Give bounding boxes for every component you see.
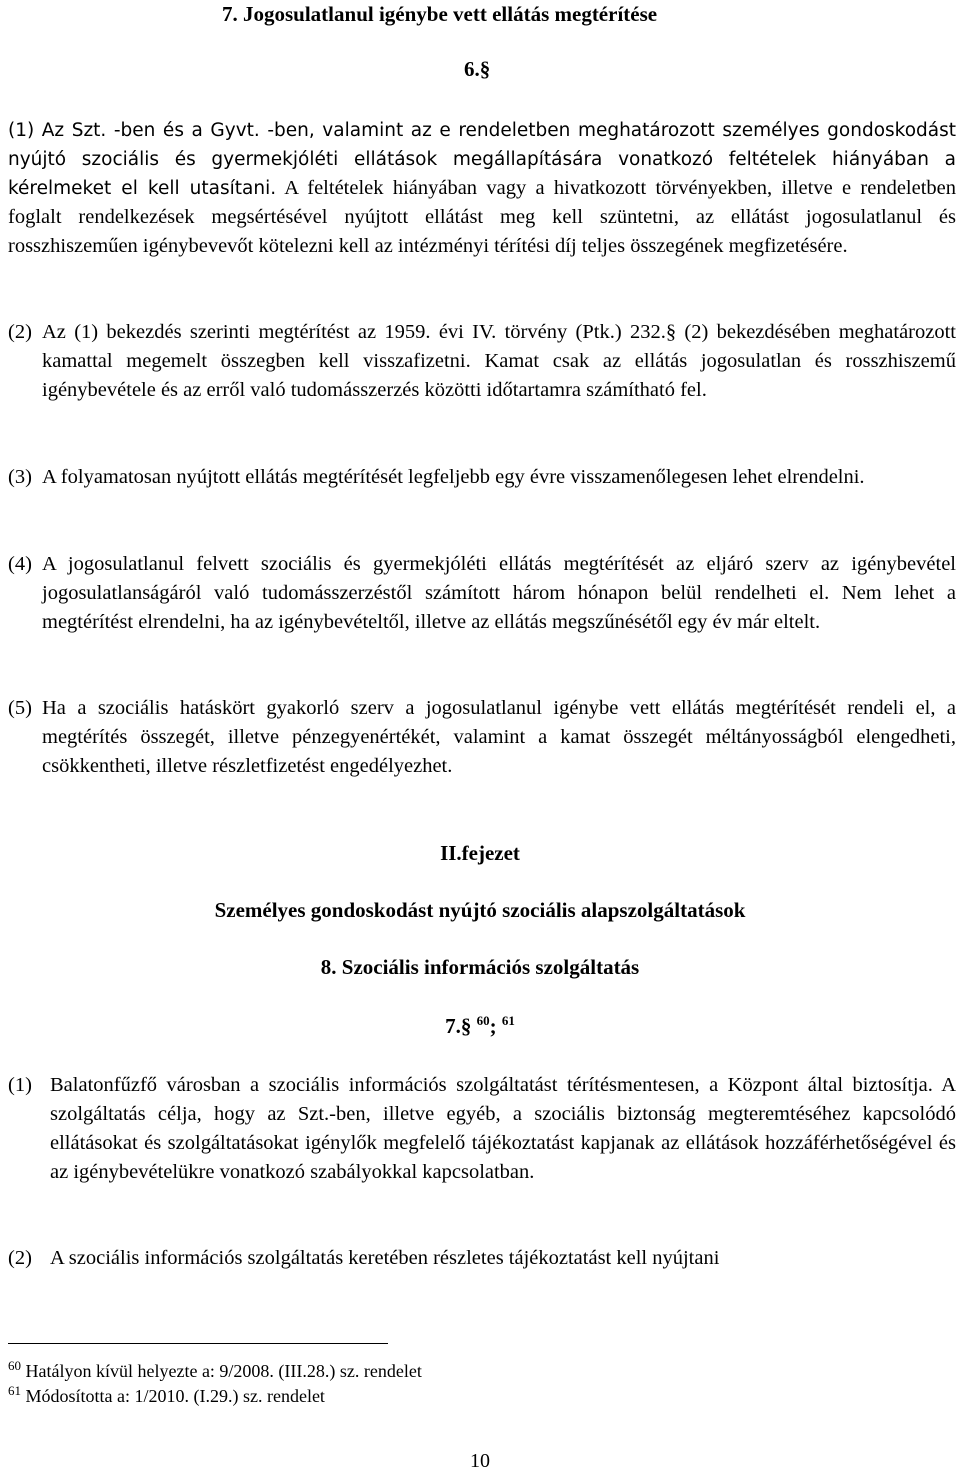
paragraph-6-4-text: A jogosulatlanul felvett szociális és gyermekjóléti ellátás megtérítését az eljáró szerv az igénybevétel jogosulatlanságáról való tudomásszerzéstől számított három hónapon belül rendelheti el. Nem lehet a megtérítést elrendelni, ha az igénybevételtől, illetve az ellátás megszűnésétől egy év már eltelt.	[42, 553, 956, 633]
paragraph-6-3	[8, 463, 956, 492]
paragraph-7-2-label: (2)	[8, 1247, 32, 1269]
footnote-61-number: 61	[8, 1383, 21, 1398]
section-8-title: 8. Szociális információs szolgáltatás	[320, 955, 640, 979]
chapter-subtitle: Személyes gondoskodást nyújtó szociális alapszolgáltatások	[214, 898, 746, 922]
footnote-60	[8, 1360, 422, 1382]
paragraph-6-number: 6.§	[464, 57, 491, 81]
paragraph-6-2-body	[42, 318, 956, 405]
page-number: 10	[470, 1450, 490, 1472]
chapter-title: II.fejezet	[440, 841, 520, 865]
footnote-ref-separator: ;	[489, 1014, 497, 1038]
paragraph-7-number-text: 7.§	[445, 1014, 472, 1038]
footnote-divider	[8, 1343, 388, 1344]
footnote-61	[8, 1385, 325, 1407]
paragraph-6-3-text: A folyamatosan nyújtott ellátás megtérítését legfeljebb egy évre visszamenőlegesen lehet elrendelni.	[42, 466, 865, 488]
paragraph-6-1	[8, 116, 956, 261]
paragraph-6-2-text-a: Az (1) bekezdés szerinti megtérítést az 1959. évi IV. törvény (Ptk.) 232.§ (2) bekezdésében meghatározott kamattal megemelt összegben kell visszafizetni.	[42, 321, 956, 372]
paragraph-6-4	[8, 550, 956, 637]
paragraph-6-5	[8, 694, 956, 781]
footnote-60-number: 60	[8, 1358, 21, 1373]
paragraph-6-2-label: (2)	[8, 321, 32, 343]
footnote-ref-60[interactable]: 60	[476, 1013, 490, 1028]
footnote-60-text: Hatályon kívül helyezte a: 9/2008. (III.28.) sz. rendelet	[25, 1361, 422, 1381]
paragraph-6-3-label: (3)	[8, 466, 32, 488]
paragraph-6-5-text: Ha a szociális hatáskört gyakorló szerv a jogosulatlanul igénybe vett ellátás megtérítését rendeli el, a megtérítés összegét, illetve pénzegyenértékét, valamint a kamat összegét méltányosságból elengedheti, csökkentheti, illetve részletfizetést engedélyezhet.	[42, 697, 956, 777]
paragraph-7-1	[8, 1071, 956, 1187]
paragraph-6-2	[8, 318, 956, 405]
paragraph-6-1-continuation: A feltételek hiányában vagy a hivatkozott törvényekben, illetve e rendeletben foglalt rendelkezések megsértésével nyújtott ellátást meg kell szüntetni, az ellátást jogosulatlanul és rosszhiszeműen igénybevevőt kötelezni kell az intézményi térítési díj teljes összegének megfizetésére.	[8, 177, 957, 257]
paragraph-7-2	[8, 1244, 956, 1273]
paragraph-7-1-label: (1)	[8, 1074, 32, 1096]
paragraph-7-1-text: Balatonfűzfő városban a szociális információs szolgáltatást térítésmentesen, a Központ által biztosítja. A szolgáltatás célja, hogy az Szt.-ben, illetve egyéb, a szociális biztonság megteremtéséhez kapcsolódó ellátásokat és szolgáltatásokat igénylők megfelelő tájékoztatást kapjanak az ellátások hozzáférhetőségével és az igénybevételükre vonatkozó szabályokkal kapcsolatban.	[50, 1074, 956, 1183]
section-title: 7. Jogosulatlanul igénybe vett ellátás megtérítése	[222, 2, 658, 26]
paragraph-6-1-text: (1) Az Szt. -ben és a Gyvt. -ben, valamint az e rendeletben meghatározott személyes gondoskodást nyújtó szociális és gyermekjóléti ellátások megállapítására vonatkozó feltételek hiányában a kérelmeket el kell utasítani.	[8, 120, 956, 199]
paragraph-6-5-label: (5)	[8, 697, 32, 719]
paragraph-7-number	[0, 1014, 960, 1039]
paragraph-6-2-text-b: Kamat csak az ellátás jogosulatlan és rosszhiszemű igénybevétele és az erről való tudomásszerzés közötti időtartamra számítható fel.	[42, 350, 956, 401]
paragraph-6-4-label: (4)	[8, 553, 32, 575]
footnote-61-text: Módosította a: 1/2010. (I.29.) sz. rendelet	[25, 1386, 325, 1406]
paragraph-7-2-text: A szociális információs szolgáltatás keretében részletes tájékoztatást kell nyújtani	[50, 1247, 720, 1269]
footnote-ref-61[interactable]: 61	[501, 1013, 515, 1028]
